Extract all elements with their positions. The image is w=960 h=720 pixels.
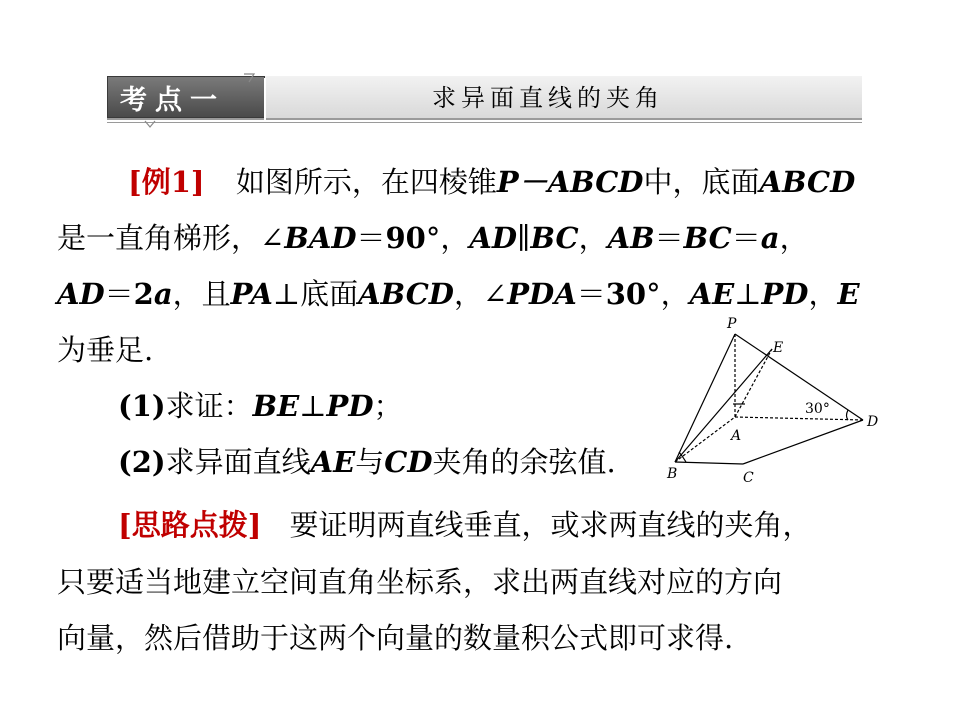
- hint-line-1: [118, 505, 811, 545]
- text: 是一直角梯形，∠: [57, 221, 285, 255]
- header-divider: [107, 122, 862, 123]
- math-expr: ABCD: [759, 165, 856, 199]
- math-expr: AD: [57, 277, 105, 311]
- question-number: (2): [118, 445, 166, 479]
- edge-AE: [735, 349, 772, 417]
- text: ＝: [104, 277, 134, 311]
- math-expr: BC: [530, 221, 579, 255]
- edge-PD: [735, 334, 863, 420]
- number: 30: [605, 277, 647, 311]
- edge-CD: [743, 420, 863, 464]
- math-expr: AE: [689, 277, 735, 311]
- text: ，: [578, 221, 608, 255]
- text: 要证明两直线垂直，或求两直线的夹角，: [289, 508, 812, 542]
- label-D: D: [867, 414, 879, 430]
- text: 求异面直线: [165, 445, 311, 479]
- math-expr: AE: [310, 445, 356, 479]
- label-E: E: [773, 340, 784, 356]
- label-B: B: [667, 466, 678, 482]
- text: °，: [646, 277, 690, 311]
- text: ⊥底面: [272, 277, 359, 311]
- text: ＝: [654, 221, 684, 255]
- example-line-4: 为垂足.: [57, 333, 154, 367]
- text: °，: [425, 221, 470, 255]
- text: 求证：: [165, 389, 253, 423]
- pyramid-figure: [655, 312, 895, 492]
- example-line-3: [57, 274, 860, 314]
- math-expr: PD: [761, 277, 809, 311]
- text: ＝: [731, 221, 761, 255]
- math-expr: PD: [326, 389, 374, 423]
- example-line-2: [57, 218, 809, 258]
- math-expr: CD: [384, 445, 433, 479]
- example-tag: [例1]: [128, 165, 205, 199]
- math-expr: AB: [607, 221, 655, 255]
- text: ；: [373, 389, 403, 423]
- label-A: A: [731, 428, 742, 444]
- math-expr: P－ABCD: [496, 165, 644, 199]
- angle-30-arc: [847, 410, 849, 420]
- example-line-1: [128, 162, 855, 202]
- hint-line-2: 只要适当地建立空间直角坐标系，求出两直线对应的方向: [57, 565, 783, 599]
- label-C: C: [743, 470, 754, 486]
- question-2: [118, 442, 616, 482]
- text: ⊥: [734, 277, 762, 311]
- section-badge: 考点一: [107, 76, 265, 118]
- edge-PB: [675, 334, 735, 462]
- math-expr: a: [153, 277, 173, 311]
- number: 90: [385, 221, 426, 255]
- text: 中，底面: [643, 165, 760, 199]
- edge-BE: [675, 349, 772, 462]
- text: ，∠: [453, 277, 508, 311]
- text: 夹角的余弦值.: [432, 445, 616, 479]
- math-expr: ABCD: [358, 277, 454, 311]
- hint-tag: [思路点拨]: [118, 508, 262, 542]
- text: ＝: [576, 277, 606, 311]
- text: 与: [355, 445, 385, 479]
- label-angle-30: 30°: [805, 401, 830, 417]
- edge-AD: [735, 417, 863, 420]
- badge-bottom-marker: [143, 118, 157, 130]
- math-expr: BAD: [284, 221, 357, 255]
- math-expr: BE: [252, 389, 300, 423]
- text: ⊥: [299, 389, 327, 423]
- text: ，: [808, 277, 838, 311]
- math-expr: BC: [683, 221, 732, 255]
- hint-line-3: 向量，然后借助于这两个向量的数量积公式即可求得.: [57, 621, 734, 655]
- text: 如图所示，在四棱锥: [235, 165, 497, 199]
- edge-BC: [675, 462, 743, 464]
- math-expr: E: [837, 277, 860, 311]
- text: ＝: [356, 221, 386, 255]
- section-title: 求异面直线的夹角: [432, 84, 664, 112]
- math-expr: PDA: [507, 277, 577, 311]
- text: ，: [779, 221, 809, 255]
- number: 2: [133, 277, 154, 311]
- question-number: (1): [118, 389, 166, 423]
- math-expr: PA: [230, 277, 273, 311]
- edge-AB: [675, 417, 735, 462]
- math-expr: a: [760, 221, 780, 255]
- math-expr: AD: [469, 221, 518, 255]
- question-1: [118, 386, 403, 426]
- badge-corner-decoration: [240, 70, 270, 130]
- label-P: P: [727, 316, 737, 332]
- text: ，且: [172, 277, 231, 311]
- text: ∥: [517, 221, 531, 255]
